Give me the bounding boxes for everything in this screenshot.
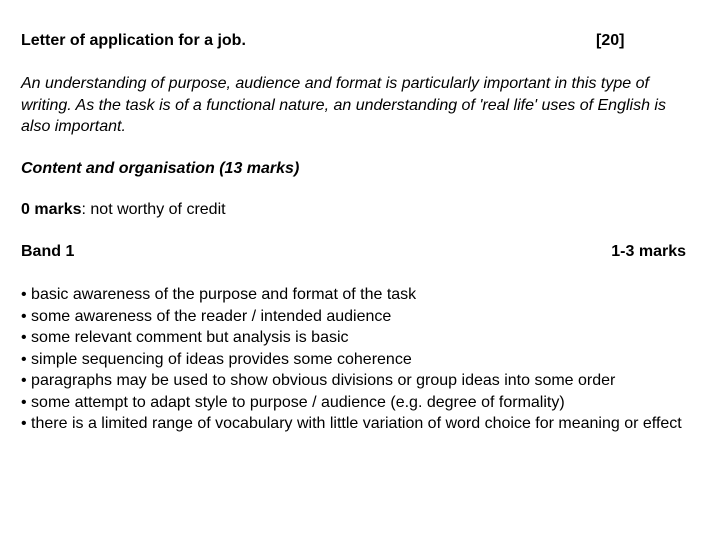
list-item: • there is a limited range of vocabulary with little variation of word choice for meaning or effect: [21, 415, 682, 432]
list-item: • basic awareness of the purpose and format of the task: [21, 286, 417, 303]
intro-paragraph: An understanding of purpose, audience and format is particularly important in this type of writing. As the task is of a functional nature, an understanding of 'real life' uses of English is also important.: [21, 75, 666, 135]
task-title: Letter of application for a job.: [21, 32, 246, 49]
task-total-marks: [20]: [596, 32, 625, 49]
zero-marks-label: 0 marks: [21, 201, 82, 218]
list-item: • some attempt to adapt style to purpose / audience (e.g. degree of formality): [21, 393, 565, 411]
criteria-list: [21, 284, 686, 435]
zero-marks-text: : not worthy of credit: [81, 201, 226, 218]
band-name: Band 1: [21, 242, 75, 260]
list-item: • paragraphs may be used to show obvious divisions or group ideas into some order: [21, 372, 616, 389]
section-title: Content and organisation (13 marks): [21, 159, 300, 177]
band-range: 1-3 marks: [611, 242, 686, 260]
zero-marks-line: [21, 199, 686, 221]
mark-scheme-page: [21, 30, 686, 451]
list-item: • some relevant comment but analysis is basic: [21, 329, 349, 346]
band-row: [21, 241, 686, 263]
list-item: • some awareness of the reader / intended audience: [21, 307, 392, 325]
list-item: • simple sequencing of ideas provides some coherence: [21, 350, 412, 368]
title-row: [21, 30, 686, 52]
